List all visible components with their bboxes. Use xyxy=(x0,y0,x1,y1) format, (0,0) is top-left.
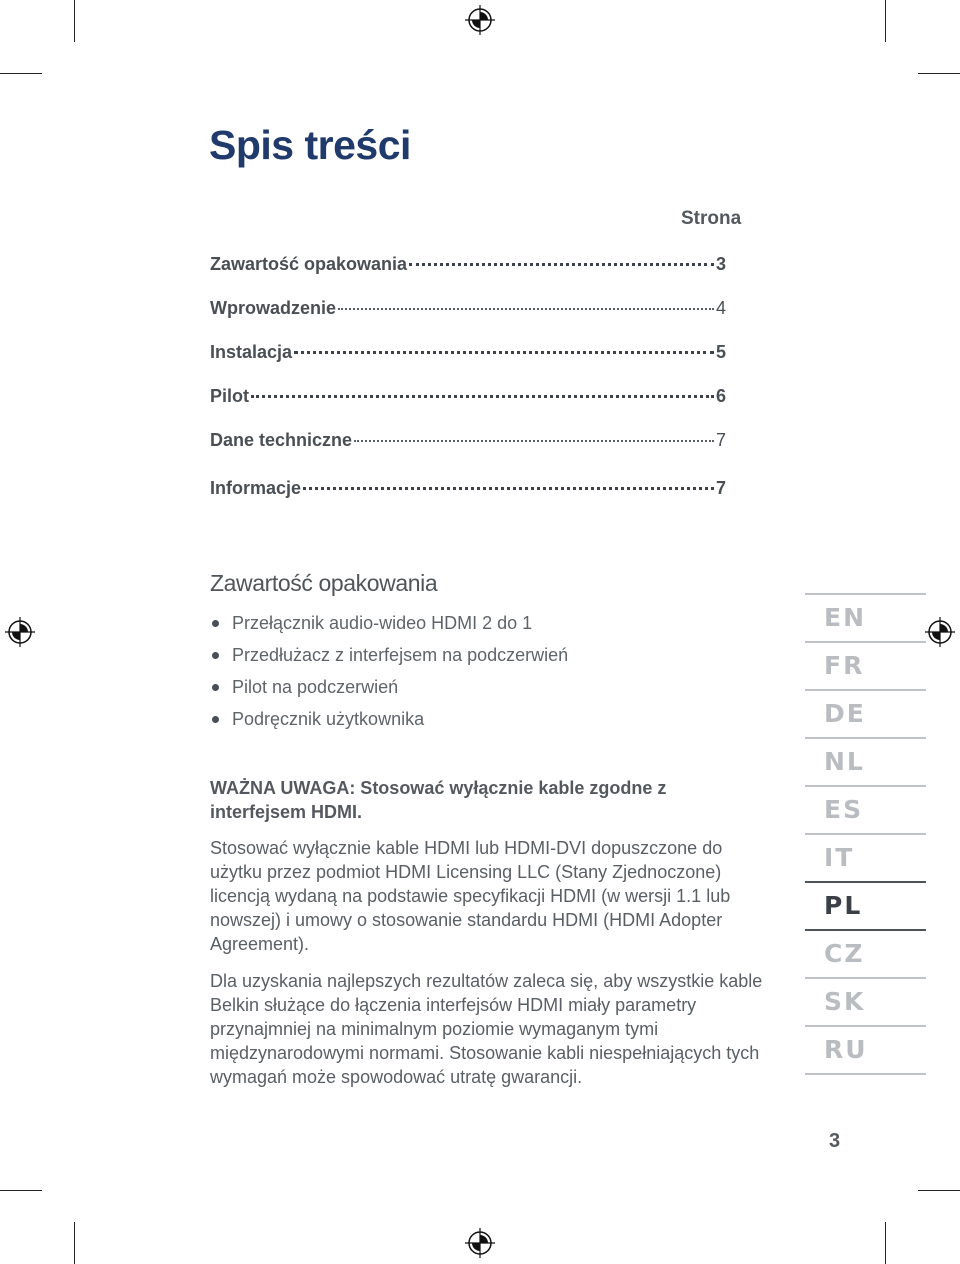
toc-entry[interactable] xyxy=(210,298,726,322)
note-paragraph: Dla uzyskania najlepszych rezultatów zaleca się, aby wszystkie kable Belkin służące do łączenia interfejsów HDMI miały parametry przynajmniej na minimalnym poziomie wymaganym tymi międzynarodowymi normami. Stosowanie kabli niespełniających tych wymagań może spowodować utratę gwarancji. xyxy=(210,971,763,1087)
toc-entry-label: Instalacja xyxy=(210,342,293,362)
toc-page-column-header: Strona xyxy=(681,208,742,229)
crop-mark-bottom-right-h xyxy=(918,1190,960,1191)
toc-entry[interactable] xyxy=(210,254,726,278)
toc-leader-dots xyxy=(251,395,714,398)
toc-leader-dots xyxy=(303,487,714,490)
divider xyxy=(805,1073,926,1075)
package-contents-list xyxy=(210,609,568,737)
language-tab-it[interactable]: IT xyxy=(824,843,855,872)
list-item: Pilot na podczerwień xyxy=(210,673,568,705)
toc-entry-label: Informacje xyxy=(210,478,302,498)
toc-entry-label: Pilot xyxy=(210,386,249,406)
toc-entry-page: 4 xyxy=(715,298,726,318)
registration-mark-top-icon xyxy=(465,5,495,35)
language-tab-en[interactable]: EN xyxy=(824,603,867,632)
note-paragraph: Stosować wyłącznie kable HDMI lub HDMI-DVI dopuszczone do użytku przez podmiot HDMI Licensing LLC (Stany Zjednoczone) licencją wydaną na podstawie specyfikacji HDMI (w wersji 1.1 lub nowszej) i umowy o stosowanie standardu HDMI (HDMI Adopter Agreement). xyxy=(210,838,731,954)
language-tab-pl[interactable]: PL xyxy=(824,891,863,920)
language-tab-nl[interactable]: NL xyxy=(824,747,865,776)
toc-entry[interactable] xyxy=(210,478,726,502)
toc-entry[interactable] xyxy=(210,430,726,454)
toc-entry-label: Dane techniczne xyxy=(210,430,353,450)
page-number: 3 xyxy=(829,1130,841,1152)
toc-entry[interactable] xyxy=(210,386,726,410)
registration-mark-bottom-icon xyxy=(465,1228,495,1258)
list-item: Przedłużacz z interfejsem na podczerwień xyxy=(210,641,568,673)
toc-entry-page: 5 xyxy=(715,342,726,362)
toc-entry-page: 7 xyxy=(715,478,726,498)
registration-mark-right-icon xyxy=(925,617,955,647)
crop-mark-top-left xyxy=(74,0,75,42)
toc-entry-page: 7 xyxy=(715,430,726,450)
language-tab-es[interactable]: ES xyxy=(824,795,864,824)
registration-mark-left-icon xyxy=(5,617,35,647)
crop-mark-bottom-right xyxy=(885,1222,886,1264)
crop-mark-bottom-left-h xyxy=(0,1190,42,1191)
language-tab-cz[interactable]: CZ xyxy=(824,939,865,968)
toc-leader-dots xyxy=(409,263,714,266)
language-tab-de[interactable]: DE xyxy=(824,699,866,728)
crop-mark-top-left-h xyxy=(0,73,42,74)
toc-entry[interactable] xyxy=(210,342,726,366)
crop-mark-top-right xyxy=(885,0,886,42)
toc-entry-page: 6 xyxy=(715,386,726,406)
important-note-heading: WAŻNA UWAGA: Stosować wyłącznie kable zgodne z interfejsem HDMI. xyxy=(210,778,667,822)
toc-entry-label: Zawartość opakowania xyxy=(210,254,408,274)
language-tab-fr[interactable]: FR xyxy=(824,651,865,680)
list-item: Podręcznik użytkownika xyxy=(210,705,568,737)
crop-mark-bottom-left xyxy=(74,1222,75,1264)
toc-entry-label: Wprowadzenie xyxy=(210,298,337,318)
toc-leader-dots xyxy=(354,440,714,442)
list-item: Przełącznik audio-wideo HDMI 2 do 1 xyxy=(210,609,568,641)
toc-entry-page: 3 xyxy=(715,254,726,274)
toc-leader-dots xyxy=(294,351,714,354)
language-tabs xyxy=(805,593,926,1075)
page-title: Spis treści xyxy=(209,122,411,168)
language-tab-sk[interactable]: SK xyxy=(824,987,866,1016)
crop-mark-top-right-h xyxy=(918,73,960,74)
toc-leader-dots xyxy=(338,308,714,310)
language-tab-ru[interactable]: RU xyxy=(824,1035,868,1064)
section-heading: Zawartość opakowania xyxy=(210,570,438,596)
